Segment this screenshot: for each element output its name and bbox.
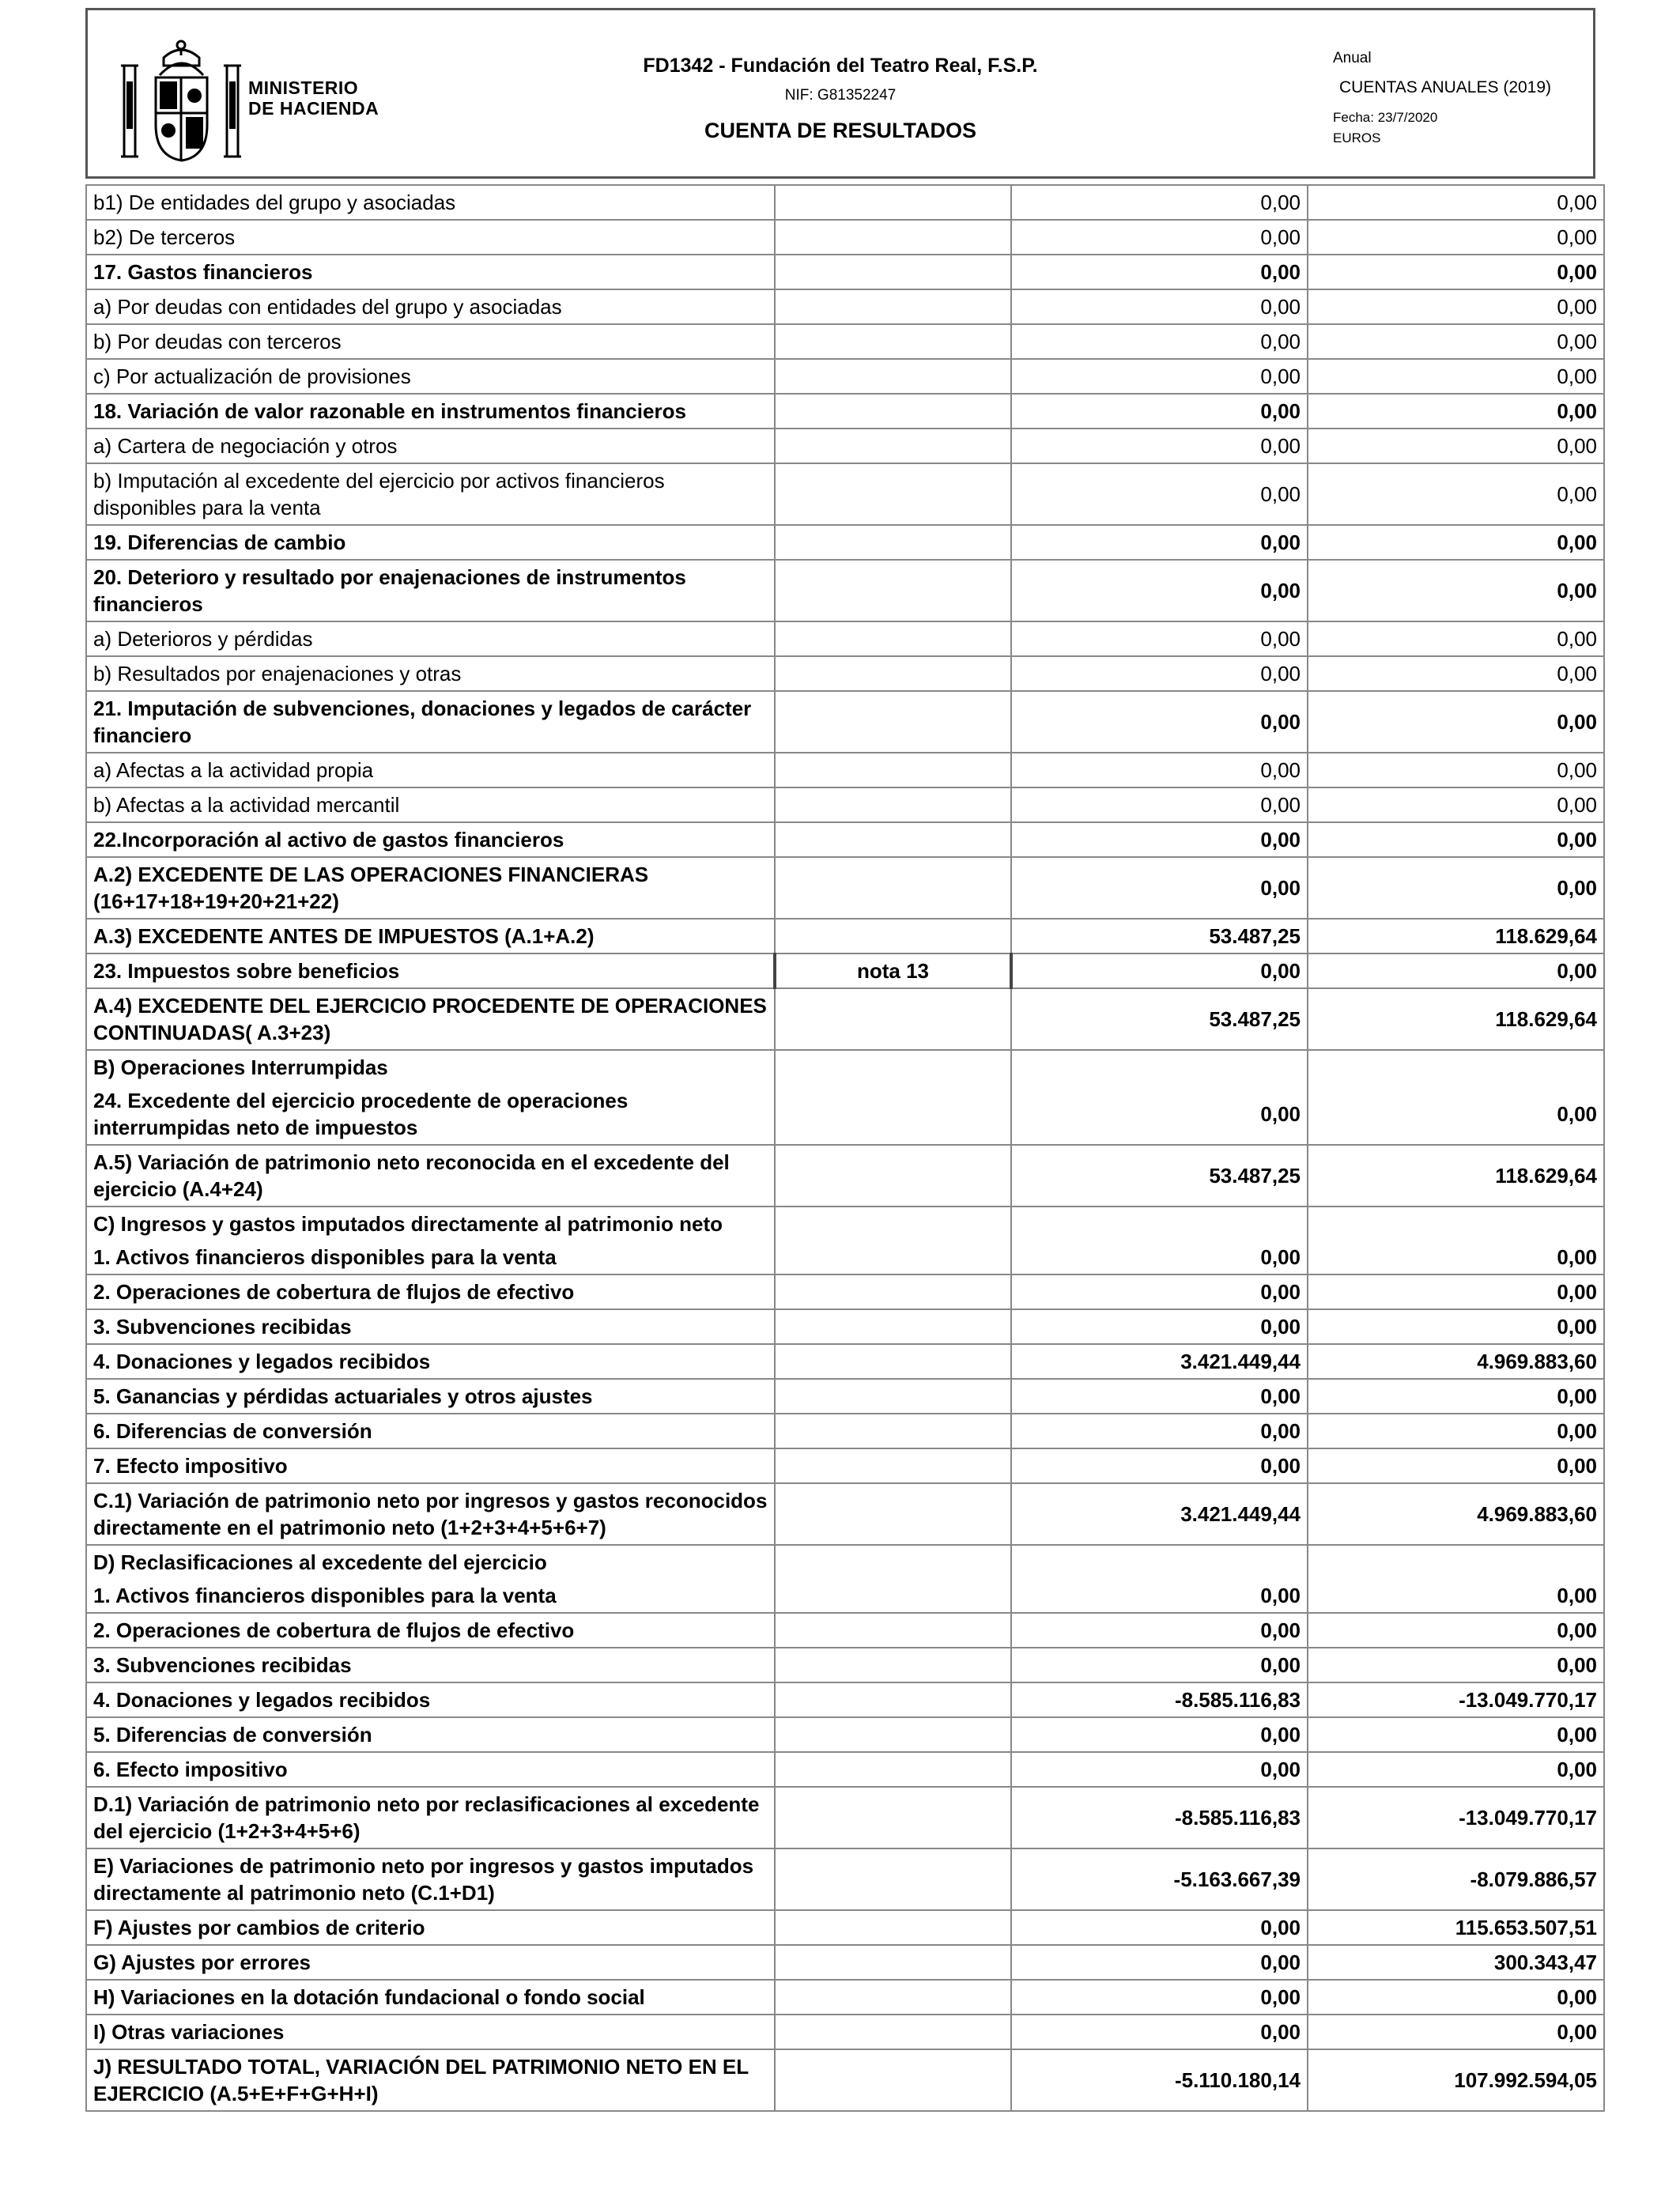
table-row bbox=[86, 1545, 1604, 1579]
table-row bbox=[86, 2015, 1604, 2049]
row-value-previous: 0,00 bbox=[1308, 220, 1604, 255]
row-value-previous: 300.343,47 bbox=[1308, 1945, 1604, 1980]
row-value-current: 0,00 bbox=[1011, 621, 1308, 656]
table-row bbox=[86, 394, 1604, 429]
row-value-previous: 0,00 bbox=[1308, 1274, 1604, 1309]
row-note bbox=[775, 691, 1011, 753]
row-note bbox=[775, 1145, 1011, 1207]
table-row bbox=[86, 753, 1604, 787]
row-label: a) Afectas a la actividad propia bbox=[86, 753, 775, 787]
row-value-previous: 0,00 bbox=[1308, 185, 1604, 220]
row-note bbox=[775, 1980, 1011, 2015]
row-note bbox=[775, 463, 1011, 525]
row-value-previous: 0,00 bbox=[1308, 1613, 1604, 1648]
row-label: A.3) EXCEDENTE ANTES DE IMPUESTOS (A.1+A.2) bbox=[86, 919, 775, 954]
row-note bbox=[775, 1240, 1011, 1274]
row-label: E) Variaciones de patrimonio neto por ingresos y gastos imputados directamente al patrimonio neto (C.1+D1) bbox=[86, 1848, 775, 1910]
row-value-previous: 0,00 bbox=[1308, 1309, 1604, 1344]
row-note bbox=[775, 1309, 1011, 1344]
row-label: A.4) EXCEDENTE DEL EJERCICIO PROCEDENTE DE OPERACIONES CONTINUADAS( A.3+23) bbox=[86, 988, 775, 1050]
row-value-previous: 0,00 bbox=[1308, 1414, 1604, 1448]
row-label: 2. Operaciones de cobertura de flujos de efectivo bbox=[86, 1274, 775, 1309]
row-value-current: 0,00 bbox=[1011, 1448, 1308, 1483]
row-value-previous: 0,00 bbox=[1308, 1448, 1604, 1483]
table-row bbox=[86, 954, 1604, 988]
table-row bbox=[86, 220, 1604, 255]
row-note bbox=[775, 185, 1011, 220]
row-note bbox=[775, 1379, 1011, 1414]
table-row bbox=[86, 1910, 1604, 1945]
ministry-label: MINISTERIO DE HACIENDA bbox=[248, 77, 379, 119]
row-note bbox=[775, 2015, 1011, 2049]
table-row bbox=[86, 988, 1604, 1050]
row-note bbox=[775, 787, 1011, 822]
entity-title: FD1342 - Fundación del Teatro Real, F.S.P. bbox=[643, 55, 1038, 77]
row-value-current: 0,00 bbox=[1011, 1717, 1308, 1752]
row-note bbox=[775, 1910, 1011, 1945]
table-row bbox=[86, 1483, 1604, 1545]
row-label: a) Por deudas con entidades del grupo y asociadas bbox=[86, 289, 775, 324]
row-value-current: 0,00 bbox=[1011, 1980, 1308, 2015]
row-value-previous: 0,00 bbox=[1308, 255, 1604, 289]
row-value-previous: 0,00 bbox=[1308, 1752, 1604, 1787]
row-label: 23. Impuestos sobre beneficios bbox=[86, 954, 775, 988]
row-label: b) Afectas a la actividad mercantil bbox=[86, 787, 775, 822]
row-value-current: 0,00 bbox=[1011, 1274, 1308, 1309]
row-label: 5. Diferencias de conversión bbox=[86, 1717, 775, 1752]
table-row bbox=[86, 1240, 1604, 1274]
row-value-current: 0,00 bbox=[1011, 691, 1308, 753]
row-value-current: 0,00 bbox=[1011, 787, 1308, 822]
row-value-current: 0,00 bbox=[1011, 324, 1308, 359]
row-value-current: -8.585.116,83 bbox=[1011, 1682, 1308, 1717]
row-value-current: 3.421.449,44 bbox=[1011, 1344, 1308, 1379]
row-note bbox=[775, 1752, 1011, 1787]
table-row bbox=[86, 1448, 1604, 1483]
row-note bbox=[775, 429, 1011, 463]
row-label: A.2) EXCEDENTE DE LAS OPERACIONES FINANCIERAS (16+17+18+19+20+21+22) bbox=[86, 857, 775, 919]
row-label: 2. Operaciones de cobertura de flujos de efectivo bbox=[86, 1613, 775, 1648]
row-value-previous: 0,00 bbox=[1308, 1379, 1604, 1414]
row-value-current: 53.487,25 bbox=[1011, 919, 1308, 954]
row-note bbox=[775, 919, 1011, 954]
table-row bbox=[86, 2049, 1604, 2111]
accounts-label: CUENTAS ANUALES (2019) bbox=[1339, 78, 1552, 96]
table-row bbox=[86, 1752, 1604, 1787]
row-value-current: 0,00 bbox=[1011, 525, 1308, 560]
row-note bbox=[775, 394, 1011, 429]
row-value-current: 0,00 bbox=[1011, 1084, 1308, 1145]
row-value-previous: 0,00 bbox=[1308, 822, 1604, 857]
row-value-previous: 0,00 bbox=[1308, 560, 1604, 621]
row-label: D) Reclasificaciones al excedente del ejercicio bbox=[86, 1545, 775, 1579]
row-note bbox=[775, 1682, 1011, 1717]
nif-label: NIF: G81352247 bbox=[784, 87, 897, 104]
table-row bbox=[86, 691, 1604, 753]
row-value-previous bbox=[1308, 1545, 1604, 1579]
row-value-previous: -13.049.770,17 bbox=[1308, 1682, 1604, 1717]
row-note bbox=[775, 1717, 1011, 1752]
row-note bbox=[775, 324, 1011, 359]
row-value-previous: 0,00 bbox=[1308, 1084, 1604, 1145]
row-value-current: 0,00 bbox=[1011, 2015, 1308, 2049]
row-label: G) Ajustes por errores bbox=[86, 1945, 775, 1980]
row-note bbox=[775, 1274, 1011, 1309]
row-value-current: 0,00 bbox=[1011, 560, 1308, 621]
row-value-current bbox=[1011, 1545, 1308, 1579]
row-value-current: 0,00 bbox=[1011, 1414, 1308, 1448]
table-row bbox=[86, 787, 1604, 822]
row-note bbox=[775, 753, 1011, 787]
row-value-previous: 0,00 bbox=[1308, 324, 1604, 359]
table-row bbox=[86, 185, 1604, 220]
row-note bbox=[775, 1787, 1011, 1848]
row-label: 21. Imputación de subvenciones, donaciones y legados de carácter financiero bbox=[86, 691, 775, 753]
row-note bbox=[775, 1344, 1011, 1379]
table-row bbox=[86, 621, 1604, 656]
table-row bbox=[86, 1682, 1604, 1717]
row-note bbox=[775, 621, 1011, 656]
row-label: B) Operaciones Interrumpidas bbox=[86, 1050, 775, 1084]
table-row bbox=[86, 289, 1604, 324]
table-row bbox=[86, 560, 1604, 621]
row-value-current: -5.163.667,39 bbox=[1011, 1848, 1308, 1910]
row-value-previous: 0,00 bbox=[1308, 359, 1604, 394]
row-value-current: 0,00 bbox=[1011, 359, 1308, 394]
row-value-previous: 0,00 bbox=[1308, 429, 1604, 463]
row-note bbox=[775, 1084, 1011, 1145]
row-value-previous: 0,00 bbox=[1308, 289, 1604, 324]
table-row bbox=[86, 1379, 1604, 1414]
row-value-current: 0,00 bbox=[1011, 822, 1308, 857]
row-note bbox=[775, 988, 1011, 1050]
row-label: 19. Diferencias de cambio bbox=[86, 525, 775, 560]
row-value-current: 0,00 bbox=[1011, 753, 1308, 787]
row-label: b) Resultados por enajenaciones y otras bbox=[86, 656, 775, 691]
table-row bbox=[86, 463, 1604, 525]
table-row bbox=[86, 1207, 1604, 1240]
row-value-current: -5.110.180,14 bbox=[1011, 2049, 1308, 2111]
row-note bbox=[775, 857, 1011, 919]
row-note bbox=[775, 289, 1011, 324]
row-note bbox=[775, 1545, 1011, 1579]
row-label: I) Otras variaciones bbox=[86, 2015, 775, 2049]
row-value-current: 0,00 bbox=[1011, 656, 1308, 691]
row-note bbox=[775, 1945, 1011, 1980]
table-row bbox=[86, 1717, 1604, 1752]
row-note bbox=[775, 822, 1011, 857]
row-label: 24. Excedente del ejercicio procedente de operaciones interrumpidas neto de impuestos bbox=[86, 1084, 775, 1145]
row-label: 18. Variación de valor razonable en instrumentos financieros bbox=[86, 394, 775, 429]
row-value-previous: 0,00 bbox=[1308, 1579, 1604, 1613]
row-label: 20. Deterioro y resultado por enajenaciones de instrumentos financieros bbox=[86, 560, 775, 621]
row-note bbox=[775, 656, 1011, 691]
row-value-previous: 0,00 bbox=[1308, 691, 1604, 753]
row-label: 6. Efecto impositivo bbox=[86, 1752, 775, 1787]
table-row bbox=[86, 1309, 1604, 1344]
row-label: C) Ingresos y gastos imputados directamente al patrimonio neto bbox=[86, 1207, 775, 1240]
row-value-current: 0,00 bbox=[1011, 429, 1308, 463]
table-row bbox=[86, 1344, 1604, 1379]
currency-label: EUROS bbox=[1333, 130, 1381, 145]
row-value-previous: 0,00 bbox=[1308, 787, 1604, 822]
row-value-previous: 107.992.594,05 bbox=[1308, 2049, 1604, 2111]
row-value-previous: 0,00 bbox=[1308, 753, 1604, 787]
report-title: CUENTA DE RESULTADOS bbox=[704, 119, 976, 142]
row-value-previous: -8.079.886,57 bbox=[1308, 1848, 1604, 1910]
table-row bbox=[86, 1050, 1604, 1084]
row-label: D.1) Variación de patrimonio neto por reclasificaciones al excedente del ejercicio (1+2+3+4+5+6) bbox=[86, 1787, 775, 1848]
table-row bbox=[86, 255, 1604, 289]
row-value-previous: 0,00 bbox=[1308, 1717, 1604, 1752]
row-value-current: 0,00 bbox=[1011, 1613, 1308, 1648]
row-value-current: -8.585.116,83 bbox=[1011, 1787, 1308, 1848]
table-row bbox=[86, 1787, 1604, 1848]
row-value-previous: 0,00 bbox=[1308, 857, 1604, 919]
row-note bbox=[775, 1483, 1011, 1545]
row-value-previous: 4.969.883,60 bbox=[1308, 1344, 1604, 1379]
table-row bbox=[86, 919, 1604, 954]
row-note bbox=[775, 1414, 1011, 1448]
row-value-current: 0,00 bbox=[1011, 463, 1308, 525]
row-note bbox=[775, 1448, 1011, 1483]
table-row bbox=[86, 1145, 1604, 1207]
table-row bbox=[86, 359, 1604, 394]
row-label: a) Cartera de negociación y otros bbox=[86, 429, 775, 463]
row-value-previous: 118.629,64 bbox=[1308, 919, 1604, 954]
row-label: 1. Activos financieros disponibles para la venta bbox=[86, 1579, 775, 1613]
row-note bbox=[775, 525, 1011, 560]
row-label: 4. Donaciones y legados recibidos bbox=[86, 1682, 775, 1717]
table-row bbox=[86, 1274, 1604, 1309]
row-value-previous: -13.049.770,17 bbox=[1308, 1787, 1604, 1848]
row-label: c) Por actualización de provisiones bbox=[86, 359, 775, 394]
row-note bbox=[775, 359, 1011, 394]
table-row bbox=[86, 1084, 1604, 1145]
row-label: A.5) Variación de patrimonio neto reconocida en el excedente del ejercicio (A.4+24) bbox=[86, 1145, 775, 1207]
row-value-previous: 0,00 bbox=[1308, 463, 1604, 525]
row-label: 1. Activos financieros disponibles para la venta bbox=[86, 1240, 775, 1274]
row-label: 4. Donaciones y legados recibidos bbox=[86, 1344, 775, 1379]
row-label: F) Ajustes por cambios de criterio bbox=[86, 1910, 775, 1945]
row-value-current: 0,00 bbox=[1011, 185, 1308, 220]
table-row bbox=[86, 525, 1604, 560]
row-value-previous: 0,00 bbox=[1308, 1648, 1604, 1682]
row-value-current: 53.487,25 bbox=[1011, 988, 1308, 1050]
table-row bbox=[86, 1648, 1604, 1682]
table-row bbox=[86, 656, 1604, 691]
row-value-previous: 0,00 bbox=[1308, 1240, 1604, 1274]
row-value-current: 0,00 bbox=[1011, 1579, 1308, 1613]
table-row bbox=[86, 857, 1604, 919]
row-value-previous bbox=[1308, 1050, 1604, 1084]
row-value-current: 0,00 bbox=[1011, 1648, 1308, 1682]
row-value-previous: 0,00 bbox=[1308, 656, 1604, 691]
row-note: nota 13 bbox=[775, 954, 1011, 988]
table-row bbox=[86, 429, 1604, 463]
row-label: b) Imputación al excedente del ejercicio por activos financieros disponibles para la venta bbox=[86, 463, 775, 525]
row-note bbox=[775, 1848, 1011, 1910]
row-label: H) Variaciones en la dotación fundacional o fondo social bbox=[86, 1980, 775, 2015]
row-value-previous: 0,00 bbox=[1308, 954, 1604, 988]
row-value-current: 0,00 bbox=[1011, 220, 1308, 255]
row-value-current: 0,00 bbox=[1011, 1240, 1308, 1274]
row-note bbox=[775, 1648, 1011, 1682]
row-value-current: 0,00 bbox=[1011, 289, 1308, 324]
row-value-current bbox=[1011, 1207, 1308, 1240]
row-value-previous: 115.653.507,51 bbox=[1308, 1910, 1604, 1945]
table-row bbox=[86, 822, 1604, 857]
row-value-current: 0,00 bbox=[1011, 1309, 1308, 1344]
row-label: 3. Subvenciones recibidas bbox=[86, 1309, 775, 1344]
row-note bbox=[775, 255, 1011, 289]
row-value-current: 0,00 bbox=[1011, 1945, 1308, 1980]
row-label: 5. Ganancias y pérdidas actuariales y otros ajustes bbox=[86, 1379, 775, 1414]
row-label: 7. Efecto impositivo bbox=[86, 1448, 775, 1483]
row-value-previous: 4.969.883,60 bbox=[1308, 1483, 1604, 1545]
table-row bbox=[86, 1613, 1604, 1648]
row-note bbox=[775, 2049, 1011, 2111]
row-value-current: 0,00 bbox=[1011, 857, 1308, 919]
row-value-current bbox=[1011, 1050, 1308, 1084]
row-note bbox=[775, 1050, 1011, 1084]
row-value-current: 0,00 bbox=[1011, 1379, 1308, 1414]
document-header bbox=[85, 8, 1595, 179]
row-value-previous: 118.629,64 bbox=[1308, 988, 1604, 1050]
row-value-previous: 0,00 bbox=[1308, 2015, 1604, 2049]
row-label: J) RESULTADO TOTAL, VARIACIÓN DEL PATRIMONIO NETO EN EL EJERCICIO (A.5+E+F+G+H+I) bbox=[86, 2049, 775, 2111]
row-label: a) Deterioros y pérdidas bbox=[86, 621, 775, 656]
row-label: C.1) Variación de patrimonio neto por ingresos y gastos reconocidos directamente en el patrimonio neto (1+2+3+4+5+6+7) bbox=[86, 1483, 775, 1545]
period-label: Anual bbox=[1333, 50, 1372, 66]
row-note bbox=[775, 1613, 1011, 1648]
row-note bbox=[775, 220, 1011, 255]
row-note bbox=[775, 560, 1011, 621]
row-label: 17. Gastos financieros bbox=[86, 255, 775, 289]
row-note bbox=[775, 1207, 1011, 1240]
row-note bbox=[775, 1579, 1011, 1613]
table-row bbox=[86, 1414, 1604, 1448]
table-row bbox=[86, 324, 1604, 359]
row-label: 6. Diferencias de conversión bbox=[86, 1414, 775, 1448]
row-value-previous: 118.629,64 bbox=[1308, 1145, 1604, 1207]
row-value-current: 0,00 bbox=[1011, 1910, 1308, 1945]
results-table bbox=[85, 184, 1605, 2112]
date-label: Fecha: 23/7/2020 bbox=[1333, 110, 1438, 125]
table-row bbox=[86, 1980, 1604, 2015]
row-value-previous: 0,00 bbox=[1308, 621, 1604, 656]
table-row bbox=[86, 1945, 1604, 1980]
row-label: b1) De entidades del grupo y asociadas bbox=[86, 185, 775, 220]
row-value-previous bbox=[1308, 1207, 1604, 1240]
row-value-current: 3.421.449,44 bbox=[1011, 1483, 1308, 1545]
row-label: 22.Incorporación al activo de gastos financieros bbox=[86, 822, 775, 857]
row-value-current: 0,00 bbox=[1011, 255, 1308, 289]
row-value-current: 0,00 bbox=[1011, 394, 1308, 429]
row-label: 3. Subvenciones recibidas bbox=[86, 1648, 775, 1682]
row-value-current: 53.487,25 bbox=[1011, 1145, 1308, 1207]
row-label: b2) De terceros bbox=[86, 220, 775, 255]
row-value-previous: 0,00 bbox=[1308, 525, 1604, 560]
row-label: b) Por deudas con terceros bbox=[86, 324, 775, 359]
row-value-previous: 0,00 bbox=[1308, 394, 1604, 429]
row-value-previous: 0,00 bbox=[1308, 1980, 1604, 2015]
table-row bbox=[86, 1848, 1604, 1910]
table-row bbox=[86, 1579, 1604, 1613]
row-value-current: 0,00 bbox=[1011, 1752, 1308, 1787]
row-value-current: 0,00 bbox=[1011, 954, 1308, 988]
